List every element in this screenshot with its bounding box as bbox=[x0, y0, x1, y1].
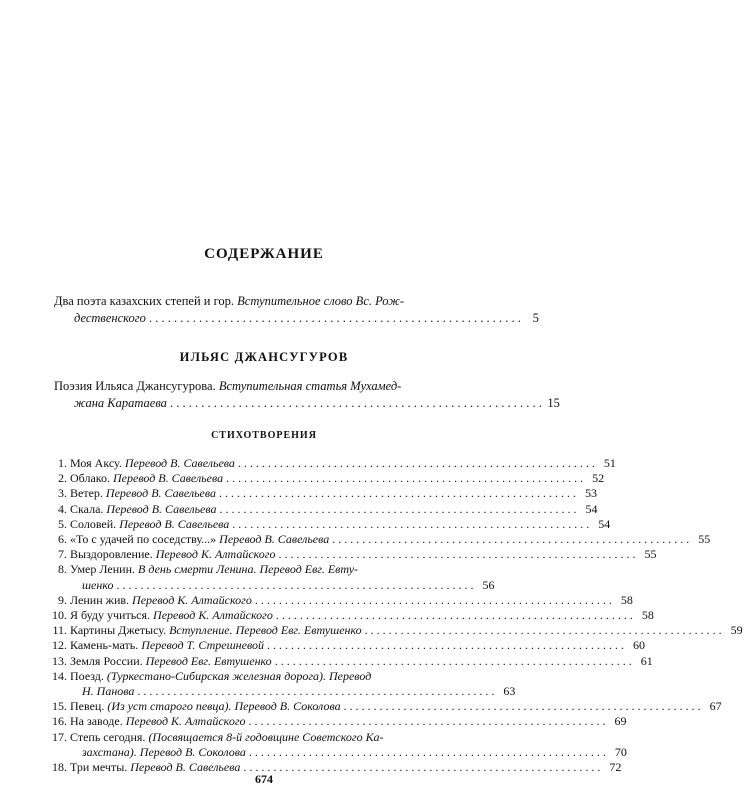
toc-item-title: На заводе. bbox=[70, 714, 123, 729]
dot-leader: . . . . . . . . . . . . . . . . . . . . . . . . . . . . . . . . . . . . . . . . . . . . . . . . . . . . . . . . . . . . bbox=[166, 396, 542, 410]
toc-item-number: 17. bbox=[52, 729, 67, 744]
toc-item-number: 16. bbox=[52, 714, 67, 729]
toc-item-page: 60 bbox=[633, 638, 645, 653]
toc-item-number: 1. bbox=[58, 456, 67, 470]
dot-leader: . . . . . . . . . . . . . . . . . . . . . . . . . . . . . . . . . . . . . . . . . . . . . . . . . . . . . . . . . . . . bbox=[329, 532, 690, 547]
toc-item-page: 56 bbox=[482, 577, 495, 592]
toc-item-title: Степь сегодня. bbox=[70, 729, 146, 744]
toc-item-title: Земля России. bbox=[70, 653, 143, 668]
author-heading: ИЛЬЯС ДЖАНСУГУРОВ bbox=[179, 350, 349, 364]
toc-item bbox=[52, 608, 654, 623]
toc-item-number: 10. bbox=[52, 608, 67, 623]
toc-item-translator: Перевод В. Савельева bbox=[219, 532, 330, 547]
toc-item bbox=[52, 532, 711, 547]
toc-item-translator: Перевод К. Алтайского bbox=[153, 608, 273, 623]
dot-leader: . . . . . . . . . . . . . . . . . . . . . . . . . . . . . . . . . . . . . . . . . . . . . . . . . . . . . . . . . . . . bbox=[223, 471, 584, 486]
dot-leader: . . . . . . . . . . . . . . . . . . . . . . . . . . . . . . . . . . . . . . . . . . . . . . . . . . . . . . . . . . . . bbox=[245, 744, 606, 759]
toc-item-page: 72 bbox=[609, 760, 622, 775]
toc-item-page: 58 bbox=[620, 592, 633, 607]
toc-item bbox=[52, 592, 633, 608]
dot-leader: . . . . . . . . . . . . . . . . . . . . . . . . . . . . . . . . . . . . . . . . . . . . . . . . . . . . . . . . . . . . bbox=[340, 699, 701, 714]
toc-item-page: 59 bbox=[730, 623, 743, 638]
toc-item-translator: Перевод В. Савельева bbox=[124, 456, 235, 470]
dot-leader: . . . . . . . . . . . . . . . . . . . . . . . . . . . . . . . . . . . . . . . . . . . . . . . . . . . . . . . . . . . . bbox=[216, 501, 577, 516]
toc-item bbox=[52, 516, 611, 532]
toc-item-translator: Вступление. Перевод Евг. Евтушенко bbox=[169, 623, 362, 638]
essay-subtitle: Вступительная статья Мухамед- bbox=[218, 379, 402, 393]
toc-item-translator-cont: шенко bbox=[82, 577, 114, 592]
dot-leader: . . . . . . . . . . . . . . . . . . . . . . . . . . . . . . . . . . . . . . . . . . . . . . . . . . . . . . . . . . . . bbox=[264, 638, 624, 653]
page-title: СОДЕРЖАНИЕ bbox=[204, 246, 324, 262]
toc-item-translator: Перевод В. Савельева bbox=[130, 760, 241, 775]
toc-item-translator: Перевод В. Савельева bbox=[105, 486, 216, 501]
toc-item-number: 2. bbox=[58, 471, 67, 486]
essay-page: 15 bbox=[547, 396, 560, 410]
toc-item-translator: Перевод В. Савельева bbox=[106, 501, 217, 516]
toc-item-title: Моя Аксу. bbox=[70, 456, 122, 470]
toc-item bbox=[52, 653, 653, 669]
toc-item-number: 18. bbox=[52, 760, 67, 775]
toc-item-translator: (Из уст старого певца). Перевод В. Соколова bbox=[107, 699, 341, 714]
toc-item-title: Картины Джетысу. bbox=[70, 623, 167, 638]
toc-item-title: Скала. bbox=[70, 501, 104, 516]
essay-subtitle-cont: жана Каратаева bbox=[74, 396, 167, 410]
toc-item bbox=[52, 638, 645, 653]
toc-item-title: Поезд. bbox=[70, 668, 104, 683]
toc-item bbox=[52, 668, 516, 699]
toc-item-number: 6. bbox=[58, 532, 67, 547]
toc-item-translator: (Туркестано-Сибирская железная дорога). Перевод bbox=[106, 668, 372, 683]
toc-item-translator: (Посвящается 8-й годовщине Советского Ка- bbox=[148, 729, 384, 744]
toc-item-number: 4. bbox=[58, 501, 67, 516]
toc-item-title: Я буду учиться. bbox=[70, 608, 151, 623]
dot-leader: . . . . . . . . . . . . . . . . . . . . . . . . . . . . . . . . . . . . . . . . . . . . . . . . . . . . . . . . . . . . bbox=[272, 608, 633, 623]
toc-item-number: 8. bbox=[58, 562, 67, 577]
toc-item-translator-cont: захстана). Перевод В. Соколова bbox=[82, 744, 246, 759]
toc-item-translator: Перевод В. Савельева bbox=[119, 516, 230, 531]
toc-item-title: Выздоровление. bbox=[70, 547, 153, 562]
dot-leader: . . . . . . . . . . . . . . . . . . . . . . . . . . . . . . . . . . . . . . . . . . . . . . . . . . . . . . . . . . . . bbox=[251, 592, 612, 607]
toc-item-page: 55 bbox=[698, 532, 711, 547]
toc-item bbox=[52, 486, 597, 501]
essay-entry bbox=[54, 378, 560, 412]
dot-leader: . . . . . . . . . . . . . . . . . . . . . . . . . . . . . . . . . . . . . . . . . . . . . . . . . . . . . . . . . . . . bbox=[234, 456, 595, 470]
toc-item bbox=[52, 547, 657, 562]
toc-item-number: 3. bbox=[58, 486, 67, 501]
dot-leader: . . . . . . . . . . . . . . . . . . . . . . . . . . . . . . . . . . . . . . . . . . . . . . . . . . . . . . . . . . . . bbox=[216, 486, 576, 501]
toc-item-page: 51 bbox=[603, 456, 616, 470]
toc-item-page: 63 bbox=[503, 684, 516, 699]
page-number: 674 bbox=[255, 772, 273, 786]
toc-item bbox=[52, 699, 722, 714]
toc-item-translator: Перевод К. Алтайского bbox=[155, 547, 276, 562]
toc-item-title: Соловей. bbox=[70, 516, 117, 531]
toc-list bbox=[52, 456, 743, 775]
toc-item-page: 69 bbox=[614, 714, 627, 729]
dot-leader: . . . . . . . . . . . . . . . . . . . . . . . . . . . . . . . . . . . . . . . . . . . . . . . . . . . . . . . . . . . . bbox=[134, 684, 495, 699]
toc-item-translator: Перевод К. Алтайского bbox=[125, 714, 246, 729]
intro-subtitle: Вступительное слово Вс. Рож- bbox=[237, 294, 405, 308]
intro-title: Два поэта казахских степей и гор. bbox=[54, 294, 235, 308]
dot-leader: . . . . . . . . . . . . . . . . . . . . . . . . . . . . . . . . . . . . . . . . . . . . . . . . . . . . . . . . . . . . bbox=[145, 311, 521, 325]
essay-title: Поэзия Ильяса Джансугурова. bbox=[54, 379, 216, 393]
toc-item-translator-cont: Н. Панова bbox=[82, 684, 135, 699]
toc-item-title: Облако. bbox=[70, 471, 111, 486]
toc-item-title: Ветер. bbox=[70, 486, 103, 501]
toc-item-translator: Перевод В. Савельева bbox=[113, 471, 224, 486]
toc-item-number: 5. bbox=[58, 516, 67, 531]
dot-leader: . . . . . . . . . . . . . . . . . . . . . . . . . . . . . . . . . . . . . . . . . . . . . . . . . . . . . . . . . . . . bbox=[361, 623, 722, 638]
toc-item-number: 7. bbox=[58, 547, 67, 562]
toc-item-number: 12. bbox=[52, 638, 67, 653]
toc-item-title: Три мечты. bbox=[70, 760, 128, 775]
toc-item-number: 15. bbox=[52, 699, 67, 714]
toc-item-page: 54 bbox=[598, 516, 611, 531]
toc-item bbox=[52, 729, 627, 760]
toc-item-translator: Перевод К. Алтайского bbox=[132, 592, 252, 607]
toc-item bbox=[52, 714, 627, 729]
toc-item-title: Певец. bbox=[70, 699, 105, 714]
toc-item-translator: В день смерти Ленина. Перевод Евг. Евту- bbox=[138, 562, 359, 577]
intro-subtitle-cont: дественского bbox=[74, 311, 146, 325]
toc-item-number: 14. bbox=[52, 668, 67, 683]
dot-leader: . . . . . . . . . . . . . . . . . . . . . . . . . . . . . . . . . . . . . . . . . . . . . . . . . . . . . . . . . . . . bbox=[271, 653, 632, 668]
toc-item-title: «То с удачей по соседству...» bbox=[70, 532, 217, 547]
toc-item-page: 70 bbox=[614, 744, 627, 759]
toc-item-page: 58 bbox=[641, 608, 654, 623]
toc-item bbox=[52, 562, 495, 592]
toc-item-page: 54 bbox=[585, 501, 598, 516]
toc-item-page: 61 bbox=[640, 653, 653, 668]
toc-item bbox=[52, 471, 605, 486]
toc-item-number: 11. bbox=[52, 623, 67, 638]
toc-item-page: 67 bbox=[709, 699, 722, 714]
intro-entry bbox=[54, 293, 539, 327]
toc-item-title: Умер Ленин. bbox=[70, 562, 136, 577]
toc-item-number: 13. bbox=[52, 653, 67, 668]
dot-leader: . . . . . . . . . . . . . . . . . . . . . . . . . . . . . . . . . . . . . . . . . . . . . . . . . . . . . . . . . . . . bbox=[113, 577, 474, 592]
toc-item-page: 55 bbox=[644, 547, 657, 562]
toc-item-page: 52 bbox=[592, 471, 605, 486]
toc-item bbox=[52, 501, 598, 517]
section-heading: СТИХОТВОРЕНИЯ bbox=[211, 430, 317, 441]
toc-item-number: 9. bbox=[58, 592, 67, 607]
toc-item-page: 53 bbox=[585, 486, 597, 501]
toc-item bbox=[52, 623, 743, 638]
toc-item-translator: Перевод Т. Стрешневой bbox=[141, 638, 264, 653]
toc-item bbox=[52, 456, 616, 471]
toc-item-title: Камень-мать. bbox=[70, 638, 139, 653]
intro-page: 5 bbox=[532, 311, 539, 325]
dot-leader: . . . . . . . . . . . . . . . . . . . . . . . . . . . . . . . . . . . . . . . . . . . . . . . . . . . . . . . . . . . . bbox=[275, 547, 636, 562]
toc-item-translator: Перевод Евг. Евтушенко bbox=[145, 653, 272, 668]
dot-leader: . . . . . . . . . . . . . . . . . . . . . . . . . . . . . . . . . . . . . . . . . . . . . . . . . . . . . . . . . . . . bbox=[229, 516, 590, 531]
toc-item-title: Ленин жив. bbox=[70, 592, 130, 607]
dot-leader: . . . . . . . . . . . . . . . . . . . . . . . . . . . . . . . . . . . . . . . . . . . . . . . . . . . . . . . . . . . . bbox=[240, 760, 601, 775]
dot-leader: . . . . . . . . . . . . . . . . . . . . . . . . . . . . . . . . . . . . . . . . . . . . . . . . . . . . . . . . . . . . bbox=[245, 714, 606, 729]
